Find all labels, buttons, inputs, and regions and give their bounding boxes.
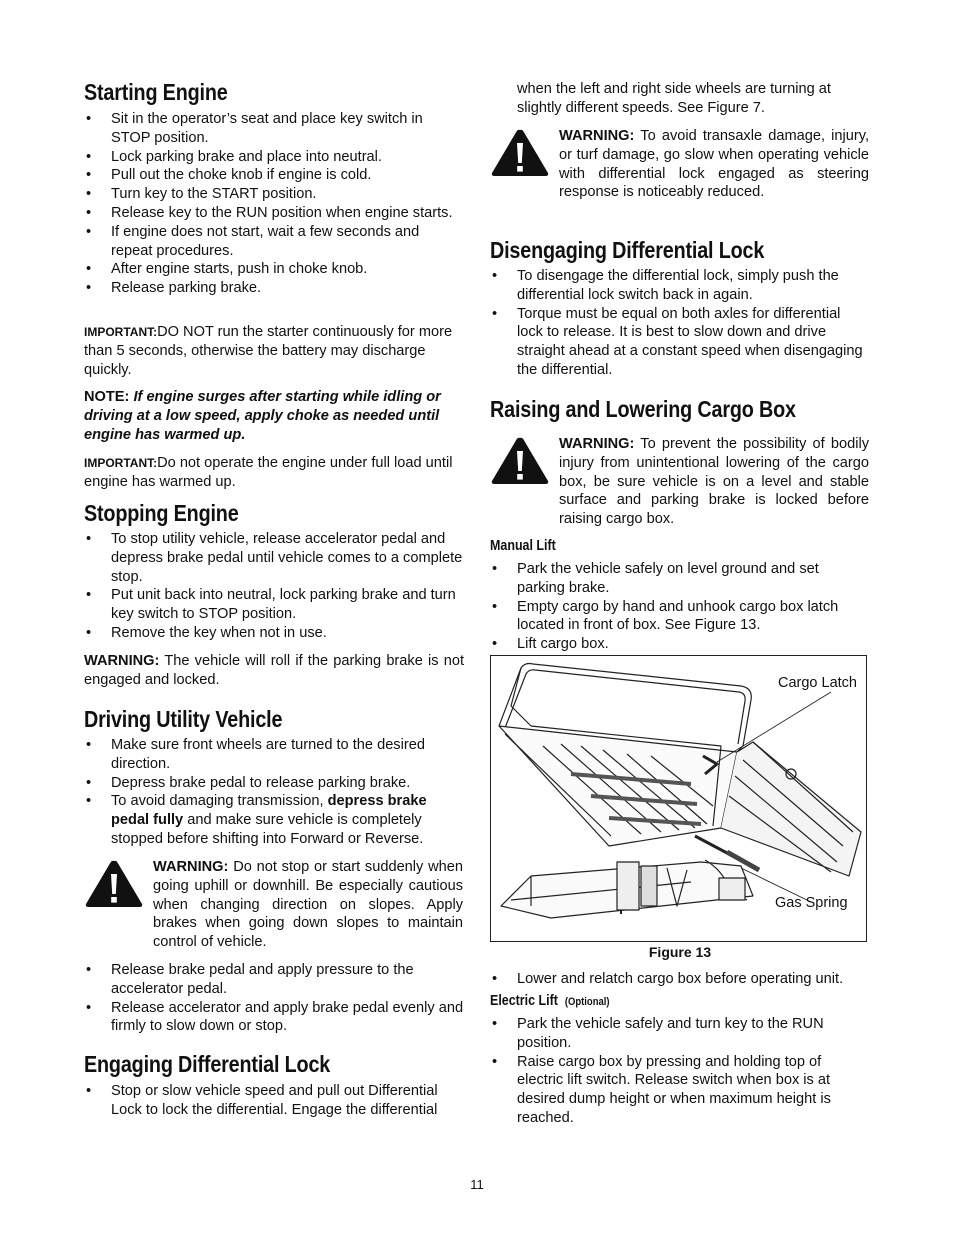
heading-engaging-differential-lock: Engaging Differential Lock [84,1051,331,1077]
list-item: • Torque must be equal on both axles for differential lock to release. It is best to slow down and drive straight ahead at a constant speed when disengaging the differential. [490,305,870,380]
warning-label: WARNING: [559,436,635,452]
important-label: IMPORTANT: [84,325,158,339]
warning-label: WARNING: [559,128,635,144]
list-item: • Stop or slow vehicle speed and pull out Differential Lock to lock the differential. Engage the differential [84,1082,464,1120]
warning-triangle-icon [84,858,144,910]
starting-engine-list [84,110,464,298]
engaging-list [84,1082,464,1120]
subheading-electric-lift [490,993,610,1009]
warning-triangle-icon [490,127,550,179]
bullet-emphasis: depress brake pedal fully [111,793,427,829]
note-label: NOTE: [84,389,130,405]
list-item: • Sit in the operator’s seat and place key switch in STOP position. [84,110,464,148]
bullet-text: and make sure vehicle is completely stopped before shifting into Forward or Reverse. [111,812,424,847]
list-item: • Release accelerator and apply brake pedal evenly and firmly to slow down or stop. [84,999,464,1037]
heading-stopping-engine: Stopping Engine [84,500,239,526]
heading-starting-engine: Starting Engine [84,79,228,105]
list-item [84,792,464,848]
important-starter [84,323,464,379]
warning-roll [84,652,464,690]
list-item: • To stop utility vehicle, release accelerator pedal and depress brake pedal until vehicle comes to a complete stop. [84,530,464,586]
warning-triangle-icon [490,435,550,487]
warning-text: The vehicle will roll if the parking brake is not engaged and locked. [84,653,464,688]
list-item: • Turn key to the START position. [84,185,464,204]
manual-lift-list [490,560,870,654]
warning-text: To prevent the possibility of bodily injury from unintentional lowering of the cargo box, be sure vehicle is on a level and stable surface and parking brake is locked before raising cargo box. [559,436,869,528]
list-item: • Empty cargo by hand and unhook cargo box latch located in front of box. See Figure 13. [490,598,870,636]
warning-transaxle-text [559,127,869,202]
note-choke [84,388,464,444]
engaging-continued-text: when the left and right side wheels are turning at slightly different speeds. See Figure 7. [517,81,831,116]
list-item: • Remove the key when not in use. [84,624,464,643]
list-item: • Park the vehicle safely and turn key to the RUN position. [490,1015,870,1053]
warning-text: Do not stop or start suddenly when going uphill or downhill. Be especially cautious when changing direction on slopes. Apply brakes when going down slopes to maintain control of vehicle. [153,859,463,951]
page-number: 11 [470,1177,484,1192]
note-text: If engine surges after starting while idling or driving at a low speed, apply choke as needed until engine has warmed up. [84,389,441,443]
list-item: • Release brake pedal and apply pressure to the accelerator pedal. [84,961,464,999]
important-text: DO NOT run the starter continuously for more than 5 seconds, otherwise the battery may discharge quickly. [84,324,453,378]
heading-raising-lowering-cargo-box: Raising and Lowering Cargo Box [490,396,796,422]
after-figure-list [490,970,870,989]
electric-lift-list [490,1015,870,1128]
list-item: • Release key to the RUN position when engine starts. [84,204,464,223]
bullet-text: To avoid damaging transmission, [111,793,328,810]
list-item: • Lower and relatch cargo box before operating unit. [490,970,870,989]
heading-disengaging-differential-lock: Disengaging Differential Lock [490,237,765,263]
list-item: • Make sure front wheels are turned to the desired direction. [84,736,464,774]
list-item: • Put unit back into neutral, lock parking brake and turn key switch to STOP position. [84,586,464,624]
list-item: • Depress brake pedal to release parking brake. [84,774,464,793]
label-cargo-latch: Cargo Latch [778,675,857,691]
list-item: • Pull out the choke knob if engine is cold. [84,166,464,185]
heading-driving-utility-vehicle: Driving Utility Vehicle [84,706,283,732]
driving-list-continued [84,961,464,1036]
important-full-load [84,454,464,492]
warning-text: To avoid transaxle damage, injury, or turf damage, go slow when operating vehicle with differential lock engaged as steering response is noticeably reduced. [559,128,870,201]
driving-list [84,736,464,849]
list-item: • Lift cargo box. [490,635,870,654]
list-item: • Raise cargo box by pressing and holding top of electric lift switch. Release switch when box is at desired dump height or when maximum height is reached. [490,1053,870,1128]
list-item: • Park the vehicle safely on level ground and set parking brake. [490,560,870,598]
important-text: Do not operate the engine under full load until engine has warmed up. [84,455,453,490]
warning-label: WARNING: [84,653,160,669]
list-item: • Release parking brake. [84,279,464,298]
stopping-engine-list [84,530,464,643]
warning-slopes-text [153,858,463,952]
disengaging-list [490,267,870,380]
list-item: • If engine does not start, wait a few seconds and repeat procedures. [84,223,464,261]
electric-lift-optional: (Optional) [564,996,610,1008]
figure-13 [490,655,867,942]
electric-lift-title: Electric Lift [490,993,558,1009]
warning-label: WARNING: [153,859,229,875]
list-item: • To disengage the differential lock, simply push the differential lock switch back in again. [490,267,870,305]
list-item: • Lock parking brake and place into neutral. [84,148,464,167]
important-label: IMPORTANT: [84,456,158,470]
label-gas-spring: Gas Spring [775,895,848,911]
list-item: • After engine starts, push in choke knob. [84,260,464,279]
figure-caption: Figure 13 [648,944,712,960]
warning-cargo-text [559,435,869,529]
subheading-manual-lift: Manual Lift [490,538,556,554]
